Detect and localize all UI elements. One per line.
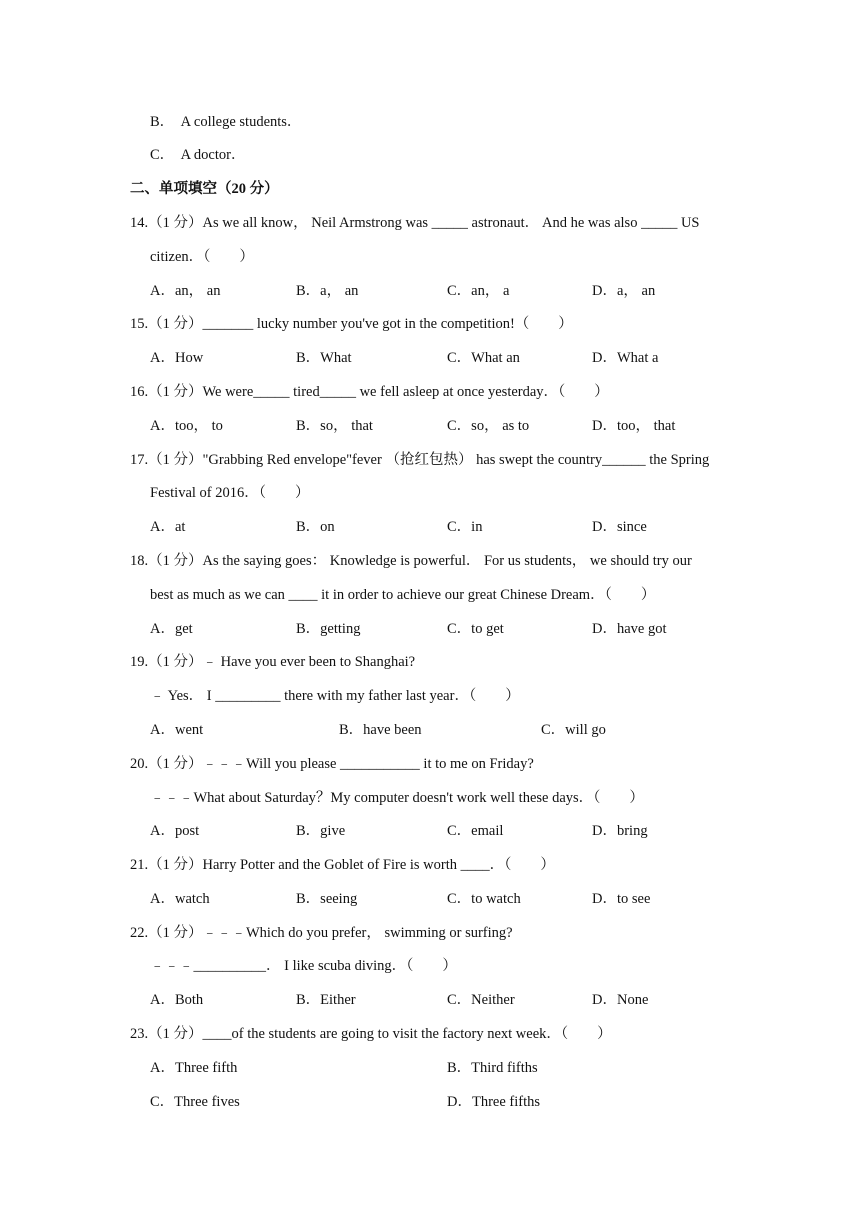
question-18-option-d: D．have got bbox=[592, 621, 667, 637]
question-14-line-1: 14.（1 分）As we all know， Neil Armstrong was _____ astronaut． And he was also _____ US bbox=[130, 215, 700, 231]
question-14-option-d: D．a， an bbox=[592, 283, 656, 299]
question-23-option-b: B．Third fifths bbox=[447, 1060, 538, 1076]
question-23-option-c: C．Three fives bbox=[150, 1094, 240, 1110]
question-17-option-c: C．in bbox=[447, 519, 483, 535]
question-14-option-b: B．a， an bbox=[296, 283, 359, 299]
question-23-option-d: D．Three fifths bbox=[447, 1094, 541, 1110]
section-title: 二、单项填空（20 分） bbox=[130, 181, 279, 197]
option-c-carryover: C． A doctor． bbox=[150, 147, 246, 163]
question-15-option-c: C．What an bbox=[447, 350, 520, 366]
question-17-option-a: A．at bbox=[150, 519, 186, 535]
question-15-option-a: A．How bbox=[150, 350, 204, 366]
question-16-option-d: D．too， that bbox=[592, 418, 676, 434]
question-19-line-2: ﹣ Yes． I _________ there with my father last year．（ ） bbox=[150, 688, 520, 704]
question-20-option-a: A．post bbox=[150, 823, 200, 839]
question-16-line-1: 16.（1 分）We were_____ tired_____ we fell asleep at once yesterday．（ ） bbox=[130, 384, 609, 400]
question-22-line-1: 22.（1 分）﹣﹣﹣Which do you prefer， swimming or surfing? bbox=[130, 925, 513, 941]
question-23-line-1: 23.（1 分）____of the students are going to visit the factory next week．（ ） bbox=[130, 1026, 612, 1042]
question-15-option-b: B．What bbox=[296, 350, 352, 366]
question-20-option-b: B．give bbox=[296, 823, 346, 839]
question-22-option-c: C．Neither bbox=[447, 992, 515, 1008]
question-18-option-a: A．get bbox=[150, 621, 193, 637]
question-21-option-a: A．watch bbox=[150, 891, 210, 907]
question-19-option-b: B．have been bbox=[339, 722, 422, 738]
question-20-option-c: C．email bbox=[447, 823, 504, 839]
question-21-option-d: D．to see bbox=[592, 891, 651, 907]
question-23-option-a: A．Three fifth bbox=[150, 1060, 238, 1076]
question-16-option-b: B．so， that bbox=[296, 418, 373, 434]
question-16-option-c: C．so， as to bbox=[447, 418, 530, 434]
question-14-option-c: C．an， a bbox=[447, 283, 510, 299]
option-b-carryover: B． A college students． bbox=[150, 114, 302, 130]
question-16-option-a: A．too， to bbox=[150, 418, 223, 434]
question-15-option-d: D．What a bbox=[592, 350, 659, 366]
question-22-option-a: A．Both bbox=[150, 992, 204, 1008]
question-20-line-1: 20.（1 分）﹣﹣﹣Will you please ___________ it to me on Friday? bbox=[130, 756, 534, 772]
question-17-line-2: Festival of 2016．（ ） bbox=[150, 485, 310, 501]
question-18-line-2: best as much as we can ____ it in order to achieve our great Chinese Dream．（ ） bbox=[150, 587, 656, 603]
question-18-option-c: C．to get bbox=[447, 621, 504, 637]
question-21-option-b: B．seeing bbox=[296, 891, 358, 907]
question-22-option-b: B．Either bbox=[296, 992, 356, 1008]
question-21-line-1: 21.（1 分）Harry Potter and the Goblet of Fire is worth ____．（ ） bbox=[130, 857, 555, 873]
question-17-line-1: 17.（1 分）"Grabbing Red envelope"fever （抢红包热） has swept the country______ the Spring bbox=[130, 452, 710, 468]
question-14-line-2: citizen．（ ） bbox=[150, 249, 254, 265]
question-20-line-2: ﹣﹣﹣What about Saturday？My computer doesn't work well these days．（ ） bbox=[150, 790, 644, 806]
question-18-line-1: 18.（1 分）As the saying goes： Knowledge is powerful． For us students， we should try our bbox=[130, 553, 692, 569]
question-20-option-d: D．bring bbox=[592, 823, 648, 839]
question-19-option-c: C．will go bbox=[541, 722, 606, 738]
question-17-option-b: B．on bbox=[296, 519, 335, 535]
question-18-option-b: B．getting bbox=[296, 621, 361, 637]
question-21-option-c: C．to watch bbox=[447, 891, 521, 907]
question-19-option-a: A．went bbox=[150, 722, 204, 738]
question-14-option-a: A．an， an bbox=[150, 283, 221, 299]
question-17-option-d: D．since bbox=[592, 519, 647, 535]
question-22-option-d: D．None bbox=[592, 992, 649, 1008]
question-19-line-1: 19.（1 分）﹣ Have you ever been to Shanghai? bbox=[130, 654, 416, 670]
question-22-line-2: ﹣﹣﹣__________． I like scuba diving．（ ） bbox=[150, 958, 457, 974]
question-15-line-1: 15.（1 分）_______ lucky number you've got in the competition!（ ） bbox=[130, 316, 573, 332]
